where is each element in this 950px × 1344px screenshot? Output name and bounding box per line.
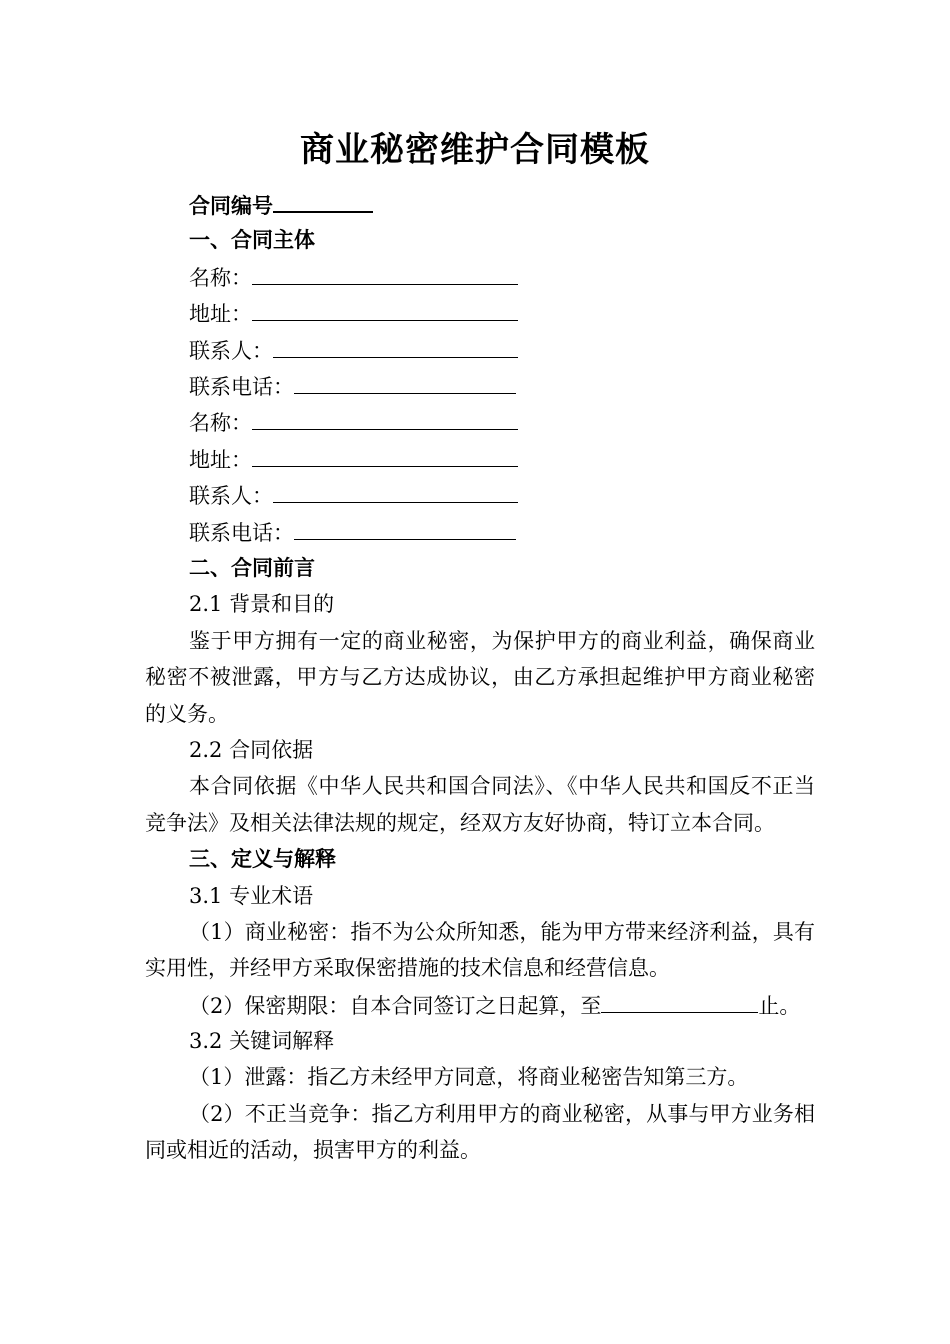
- fill-blank[interactable]: [294, 368, 516, 394]
- subsection-2-1-heading: 2.1 背景和目的: [189, 592, 335, 617]
- party-b-name-line: [145, 404, 815, 440]
- confidentiality-period-blank[interactable]: [601, 987, 758, 1013]
- party-b-address-line: [145, 441, 815, 477]
- disclosure-definition: （1）泄露：指乙方未经甲方同意，将商业秘密告知第三方。: [189, 1065, 749, 1090]
- section-2-heading: 二、合同前言: [189, 555, 315, 580]
- party-a-contact-line: [145, 332, 815, 368]
- document-title: 商业秘密维护合同模板: [300, 130, 650, 170]
- party-a-address-line: [145, 295, 815, 331]
- confidentiality-period-end: 止。: [758, 993, 801, 1018]
- subsection-3-1-heading: 3.1 专业术语: [189, 883, 314, 908]
- subsection-3-2-heading: 3.2 关键词解释: [189, 1029, 335, 1054]
- section-3-heading: 三、定义与解释: [189, 847, 336, 872]
- fill-blank[interactable]: [252, 404, 518, 430]
- party-a-phone-line: [145, 368, 815, 404]
- fill-blank[interactable]: [252, 259, 518, 285]
- trade-secret-definition: （1）商业秘密：指不为公众所知悉，能为甲方带来经济利益，具有实用性，并经甲方采取保密措施的技术信息和经营信息。: [145, 919, 815, 981]
- field-label: 名称：: [189, 411, 252, 436]
- field-label: 联系电话：: [189, 520, 294, 545]
- field-label: 地址：: [189, 302, 252, 327]
- subsection-2-2-heading: 2.2 合同依据: [189, 737, 314, 762]
- fill-blank[interactable]: [273, 477, 518, 503]
- field-label: 联系人：: [189, 484, 273, 509]
- field-label: 名称：: [189, 265, 252, 290]
- unfair-competition-definition: （2）不正当竞争：指乙方利用甲方的商业秘密，从事与甲方业务相同或相近的活动，损害甲方的利益。: [145, 1101, 815, 1163]
- background-paragraph: 鉴于甲方拥有一定的商业秘密，为保护甲方的商业利益，确保商业秘密不被泄露，甲方与乙方达成协议，由乙方承担起维护甲方商业秘密的义务。: [145, 628, 815, 726]
- fill-blank[interactable]: [252, 441, 518, 467]
- contract-number-line: [145, 186, 815, 222]
- field-label: 联系人：: [189, 338, 273, 363]
- fill-blank[interactable]: [252, 295, 518, 321]
- party-b-phone-line: [145, 514, 815, 550]
- section-1-heading: 一、合同主体: [189, 228, 315, 253]
- legal-basis-paragraph: 本合同依据《中华人民共和国合同法》、《中华人民共和国反不正当竞争法》及相关法律法规的规定，经双方友好协商，特订立本合同。: [145, 774, 815, 835]
- field-label: 地址：: [189, 447, 252, 472]
- fill-blank[interactable]: [273, 332, 518, 358]
- confidentiality-period-text: （2）保密期限：自本合同签订之日起算，至: [189, 993, 602, 1018]
- document-body: [145, 186, 815, 1169]
- party-b-contact-line: [145, 477, 815, 513]
- contract-number-blank[interactable]: [273, 186, 373, 213]
- field-label: 联系电话：: [189, 374, 294, 399]
- fill-blank[interactable]: [294, 514, 516, 540]
- confidentiality-period-line: [145, 987, 815, 1023]
- contract-number-label: 合同编号: [189, 194, 273, 218]
- party-a-name-line: [145, 259, 815, 295]
